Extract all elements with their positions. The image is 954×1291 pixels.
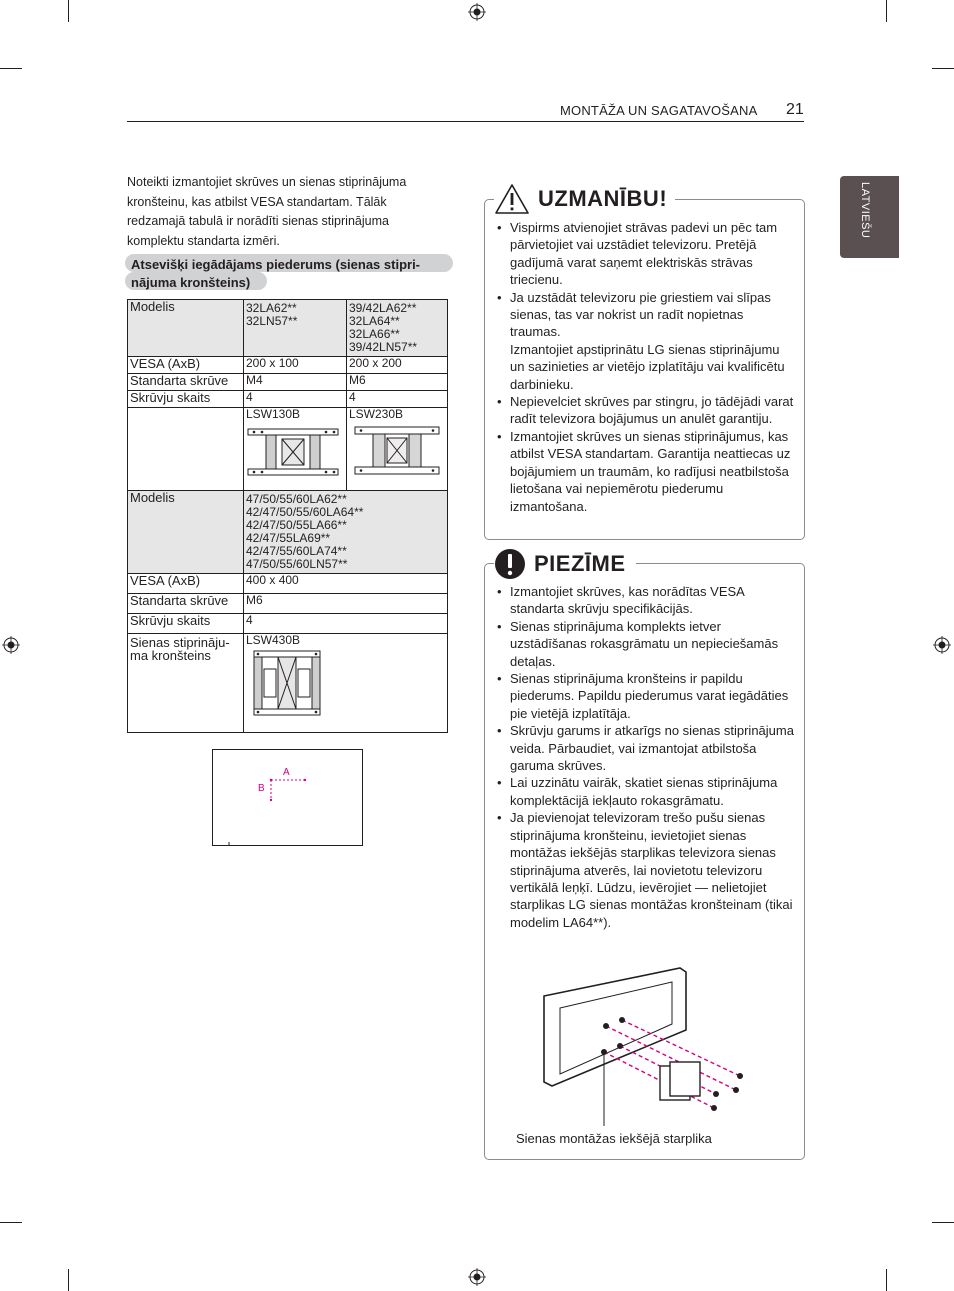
- table-models-col1: 32LA62** 32LN57**: [244, 300, 347, 357]
- crop-mark: [68, 1269, 69, 1291]
- table2-bracket: [244, 634, 448, 733]
- table2-screw: M6: [244, 594, 448, 614]
- table-screw-col2: M6: [347, 374, 448, 391]
- table2-label-bracket: Sienas stiprināju- ma kronšteins: [128, 634, 244, 733]
- crop-mark: [932, 1222, 954, 1223]
- table-vesa-col1: 200 x 100: [244, 357, 347, 374]
- registration-mark-icon: [468, 1268, 486, 1286]
- table-label-model: Modelis: [128, 300, 244, 357]
- table2-label-count: Skrūvju skaits: [128, 614, 244, 634]
- table2-label-screw: Standarta skrūve: [128, 594, 244, 614]
- accessory-heading-line2: nājuma kronšteins): [131, 274, 251, 290]
- note-list: [496, 583, 796, 931]
- accessory-heading: [125, 254, 453, 291]
- registration-mark-icon: [2, 636, 20, 654]
- dimension-label-b: B: [258, 783, 265, 794]
- header-rule: [127, 121, 804, 122]
- list-item: • Lai uzzinātu vairāk, skatiet sienas stiprinājuma komplektācijā iekļauto rokasgrāmatu.: [496, 774, 796, 809]
- table-screw-col1: M4: [244, 374, 347, 391]
- crop-mark: [886, 0, 887, 22]
- list-item: • Izmantojiet skrūves, kas norādītas VESA standarta skrūvju specifikācijās.: [496, 583, 796, 618]
- warning-triangle-icon: [494, 183, 530, 215]
- list-item: • Sienas stiprinājuma komplekts ietver uzstādīšanas rokasgrāmatu un nepieciešamās detaļas.: [496, 618, 796, 670]
- note-header: [494, 546, 636, 582]
- language-tab-label: LATVIEŠU: [859, 182, 871, 239]
- list-item: • Izmantojiet skrūves un sienas stiprinājumus, kas atbilst VESA standartam. Garantija neattiecas uz bojājumiem un traumām, ko radījusi neatbilstoša lietošana vai nepiemērotu piederumu izmantošana.: [496, 428, 796, 515]
- list-item: • Nepievelciet skrūves par stingru, jo tādējādi varat radīt televizora bojājumus un anulēt garantiju.: [496, 393, 796, 428]
- crop-mark: [886, 1269, 887, 1291]
- section-title: MONTĀŽA UN SAGATAVOŠANA: [560, 103, 758, 118]
- table2-label-vesa: VESA (AxB): [128, 574, 244, 594]
- crop-mark: [0, 1222, 22, 1223]
- bracket-model-lsw130b: LSW130B: [246, 407, 301, 421]
- list-item: • Skrūvju garums ir atkarīgs no sienas stiprinājuma veida. Pārbaudiet, vai izmantojat atbilstoša garuma skrūves.: [496, 722, 796, 774]
- table-label-screw: Standarta skrūve: [128, 374, 244, 391]
- crop-mark: [68, 0, 69, 22]
- language-tab: [840, 176, 899, 258]
- wall-bracket-image: [349, 421, 444, 485]
- note-title: PIEZĪME: [534, 551, 626, 576]
- caution-title: UZMANĪBU!: [538, 186, 668, 211]
- table2-models: 47/50/55/60LA62** 42/47/50/55/60LA64** 42/47/50/55LA66** 42/47/55LA69** 42/47/55/60LA74** 47/50/55/60LN57**: [244, 491, 448, 574]
- vesa-ab-diagram: [212, 749, 363, 846]
- vesa-spec-table: [127, 299, 448, 733]
- page-number: 21: [786, 101, 804, 118]
- table-bracket-col1: [244, 408, 347, 491]
- table-vesa-col2: 200 x 200: [347, 357, 448, 374]
- table2-count: 4: [244, 614, 448, 634]
- accessory-heading-line1: Atsevišķi iegādājams piederums (sienas stipri-: [131, 257, 421, 272]
- bracket-model-lsw230b: LSW230B: [349, 407, 404, 421]
- spacer-caption: Sienas montāžas iekšējā starplika: [516, 1131, 712, 1146]
- registration-mark-icon: [933, 636, 951, 654]
- exclamation-circle-icon: [494, 548, 526, 580]
- intro-paragraph: Noteikti izmantojiet skrūves un sienas stiprinājuma kronšteinu, kas atbilst VESA standartam. Tālāk redzamajā tabulā ir norādīti sienas stiprinājuma komplektu standarta izmēri.: [127, 175, 407, 248]
- crop-mark: [932, 68, 954, 69]
- table-label-vesa: VESA (AxB): [128, 357, 244, 374]
- table-bracket-col2: [347, 408, 448, 491]
- table-label-count: Skrūvju skaits: [128, 391, 244, 408]
- table-count-col1: 4: [244, 391, 347, 408]
- list-item: • Sienas stiprinājuma kronšteins ir papildu piederums. Papildu piederumus varat iegādāties pie vietējā izplatītāja.: [496, 670, 796, 722]
- crop-mark: [0, 68, 22, 69]
- caution-header: [494, 178, 675, 220]
- table-count-col2: 4: [347, 391, 448, 408]
- wall-spacer-illustration: [540, 966, 750, 1126]
- list-item: • Ja pievienojat televizoram trešo pušu sienas stiprinājuma kronšteinu, ievietojiet sienas montāžas iekšējās starplikas televizora sienas stiprinājuma atverēs, lai novietotu televizoru vertikālā leņķī. Lūdzu, ievērojiet — nelietojiet starplikas LG sienas montāžas kronšteinam (tikai modelim LA64**).: [496, 809, 796, 931]
- bracket-model-lsw430b: LSW430B: [246, 633, 301, 647]
- registration-mark-icon: [468, 3, 486, 21]
- list-item: • Vispirms atvienojiet strāvas padevi un pēc tam pārvietojiet vai uzstādiet televizoru. Pretējā gadījumā varat saņemt elektriskās strāvas triecienu.: [496, 219, 796, 289]
- wall-bracket-image: [250, 647, 330, 719]
- caution-list: [496, 219, 796, 515]
- dimension-label-a: A: [283, 767, 290, 778]
- table2-vesa: 400 x 400: [244, 574, 448, 594]
- list-item: • Ja uzstādāt televizoru pie griestiem vai slīpas sienas, tas var nokrist un radīt nopietnas traumas. Izmantojiet apstiprinātu LG sienas stiprinājumu un sazinieties ar vietējo izplatītāju vai kvalificētu darbinieku.: [496, 289, 796, 393]
- table-models-col2: 39/42LA62** 32LA64** 32LA66** 39/42LN57**: [347, 300, 448, 357]
- table2-label-model: Modelis: [128, 491, 244, 574]
- wall-bracket-image: [246, 421, 341, 485]
